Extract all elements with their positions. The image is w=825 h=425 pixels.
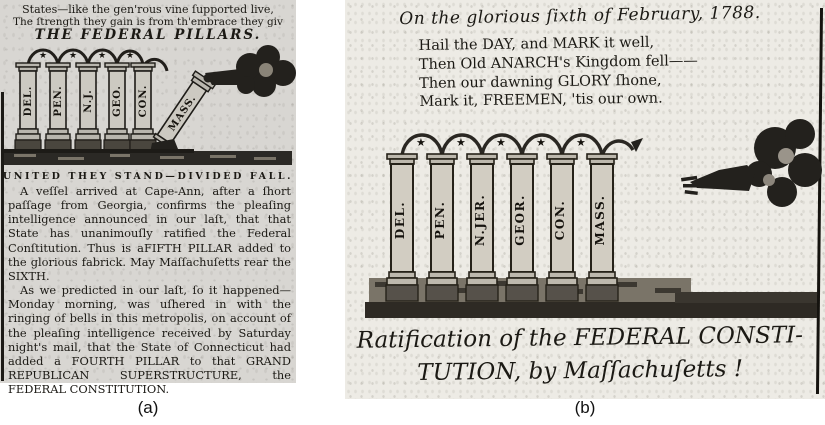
pillar-georgia (104, 63, 130, 151)
pillar-new-jersey (466, 154, 498, 301)
star-icon: ★ (98, 51, 107, 61)
pillar-pennsylvania (45, 63, 71, 151)
pillar-pennsylvania (426, 154, 458, 301)
panel-a-verse-line-1: States—like the gen'rous vine ſupported live, (22, 3, 274, 16)
pillar-label: GEOR. (513, 194, 527, 246)
pillar-connecticut (130, 63, 156, 151)
panel-a-article (8, 184, 291, 396)
panel-b-header: On the glorious ſixth of February, 1788. (399, 2, 761, 30)
panel-b-caption (345, 319, 816, 391)
pillar-label: PEN. (53, 85, 64, 117)
panel-a-paragraph-2: As we predicted in our laſt, ſo it happened—Monday morning, was uſhered in with the ringing of bells in this metropolis, on account of the pleaſing intelligence received by Saturday night's mail, that the State of Connecticut had added a FOURTH PILLAR to that GRAND REPUBLICAN SUPERSTRUCTURE, the FEDERAL CONSTITUTION. (8, 283, 291, 397)
federal-pillars-engraving-a (0, 43, 296, 171)
pillar-massachusetts-rising (152, 71, 216, 149)
federal-pillars-engraving-b (345, 108, 825, 322)
pillar-label: DEL. (23, 85, 34, 117)
pillar-new-jersey (75, 63, 101, 151)
pillar-label: MASS. (593, 194, 607, 246)
verse-line: Mark it, FREEMEN, 'tis our own. (419, 90, 663, 111)
panel-a-centinel-clipping (0, 0, 296, 397)
star-icon: ★ (456, 136, 466, 149)
star-icon: ★ (536, 136, 546, 149)
cloud (746, 119, 822, 207)
panel-b-caption-line-1: Ratification of the FEDERAL CONSTI- (356, 322, 804, 354)
star-icon: ★ (69, 51, 78, 61)
star-icon: ★ (39, 51, 48, 61)
pillar-georgia (506, 154, 538, 301)
pillar-label: PEN. (433, 200, 447, 240)
panel-a-motto: UNITED THEY STAND—DIVIDED FALL. (2, 171, 294, 182)
star-icon: ★ (416, 136, 426, 149)
pillar-label: DEL. (393, 200, 407, 240)
verse-line: Hail the DAY, and MARK it well, (418, 34, 655, 54)
ground (4, 149, 292, 165)
figure-label-b: (b) (574, 398, 596, 417)
pillar-connecticut (546, 154, 578, 301)
panel-b-caption-line-2: TUTION, by Maſſachuſetts ! (417, 356, 744, 386)
pillar-delaware (15, 63, 41, 151)
panel-b-verse (418, 33, 698, 112)
pillar-massachusetts (586, 154, 618, 301)
hand-icon (681, 165, 755, 195)
pillar-label: GEO. (112, 85, 123, 117)
verse-line: Then Old ANARCH's Kingdom fell—— (418, 52, 698, 73)
cloud (236, 45, 296, 97)
star-icon: ★ (496, 136, 506, 149)
star-icon: ★ (126, 51, 135, 61)
figure-label-a: (a) (137, 398, 159, 417)
verse-line: Then our dawning GLORY ſhone, (419, 72, 662, 92)
pillar-label: N.J. (83, 89, 94, 113)
pillar-delaware (386, 154, 418, 301)
pillar-label: N.JER. (473, 193, 487, 247)
pillar-label: MASS. (166, 93, 199, 134)
pillar-label: CON. (138, 84, 149, 118)
panel-a-verse-line-2: The ſtrength they gain is from th'embrace they giv (13, 16, 283, 28)
panel-b-centinel-clipping (345, 0, 825, 399)
panel-a-paragraph-1: A veſſel arrived at Cape-Ann, after a ſhort paſſage from Georgia, confirms the pleaſing intelligence announced in our laſt, that that State has unanimouſly ratified the Federal Conſtitution. Thus is aFIFTH PILLAR added to the glorious fabrick. May Maſſachuſetts rear the SIXTH. (8, 184, 291, 283)
star-icon: ★ (576, 136, 586, 149)
panel-a-title: THE FEDERAL PILLARS. (34, 27, 262, 43)
pillar-label: CON. (553, 199, 567, 241)
